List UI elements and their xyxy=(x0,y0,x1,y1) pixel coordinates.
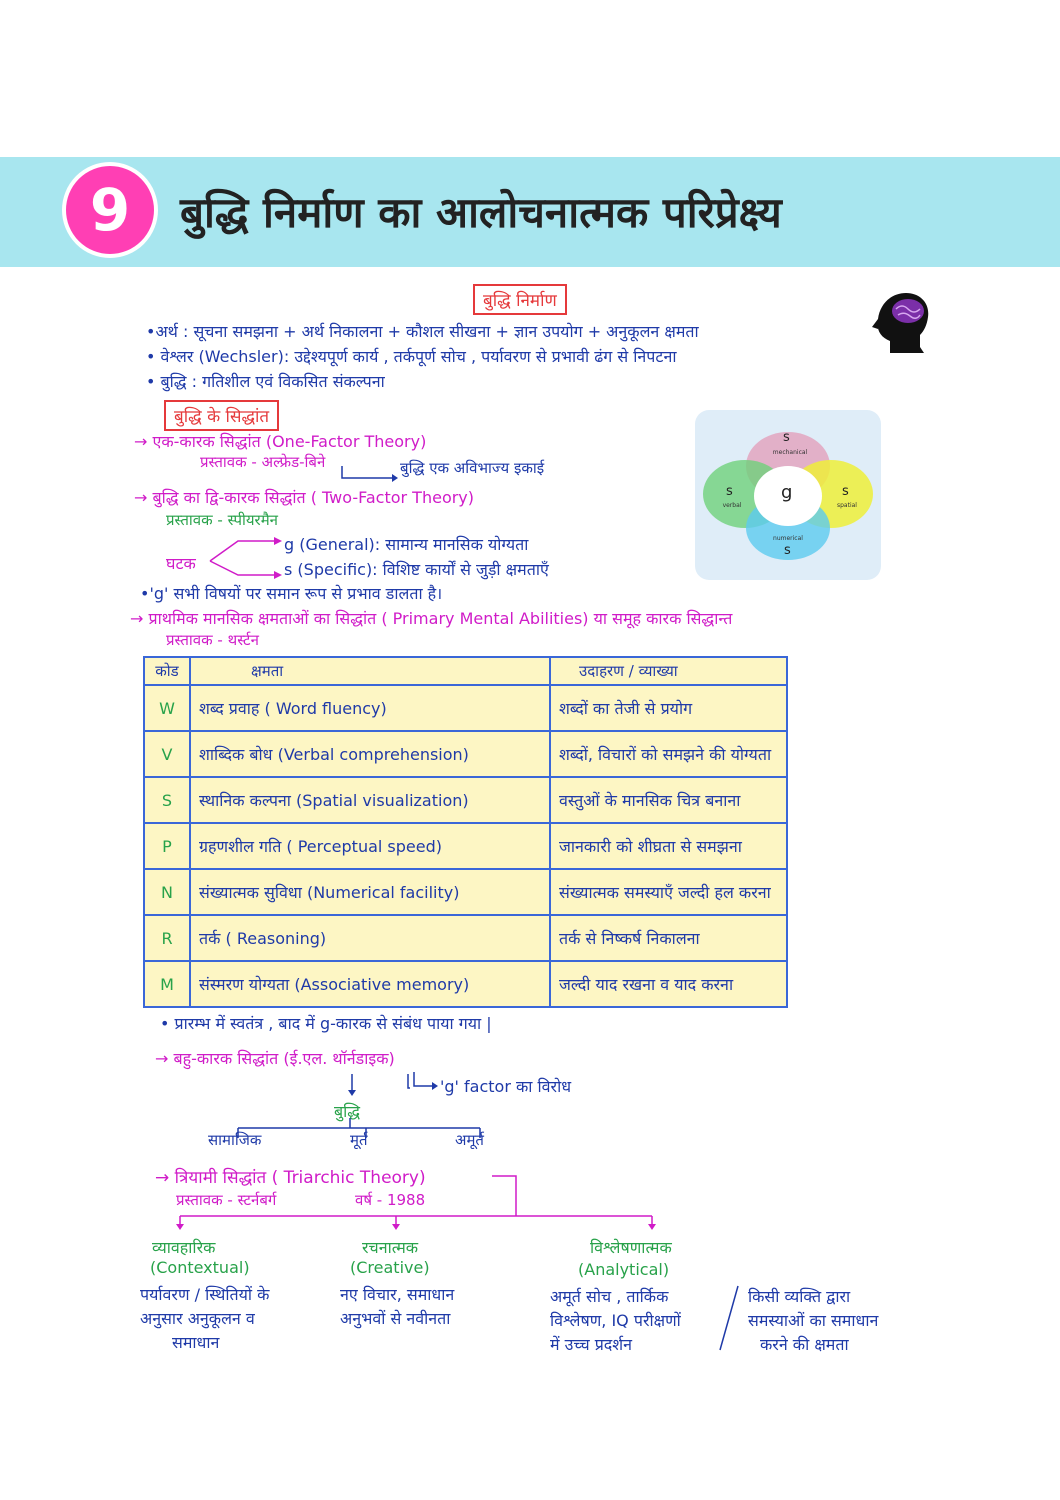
row-ability: संस्मरण योग्यता (Associative memory) xyxy=(190,961,550,1007)
chapter-number: 9 xyxy=(62,162,158,258)
branch-creative-desc1: नए विचार, समाधान xyxy=(340,1285,455,1304)
table-row xyxy=(144,961,787,1007)
venn-center-letter: g xyxy=(781,482,793,503)
branch-creative-en: (Creative) xyxy=(350,1258,430,1277)
definition-meaning: •अर्थ : सूचना समझना + अर्थ निकालना + कौशल सीखना + ज्ञान उपयोग + अनुकूलन क्षमता xyxy=(146,322,699,341)
one-factor-proposer: प्रस्तावक - अल्फ्रेड-बिने xyxy=(200,453,326,471)
row-example: तर्क से निष्कर्ष निकालना xyxy=(550,915,787,961)
row-example: शब्दों का तेजी से प्रयोग xyxy=(550,685,787,731)
branch-analytical-desc3: में उच्च प्रदर्शन xyxy=(550,1335,633,1354)
table-row xyxy=(144,869,787,915)
definition-intelligence: • बुद्धि : गतिशील एवं विकसित संकल्पना xyxy=(146,372,385,391)
row-code: P xyxy=(144,823,190,869)
branch-practical-en: (Contextual) xyxy=(150,1258,250,1277)
triarchic-proposer: प्रस्तावक - स्टर्नबर्ग xyxy=(176,1191,277,1209)
header-ability: क्षमता xyxy=(190,657,550,685)
row-code: N xyxy=(144,869,190,915)
branch-analytical-desc1: अमूर्त सोच , तार्किक xyxy=(550,1287,669,1306)
definition-wechsler: • वेश्लर (Wechsler): उद्देश्यपूर्ण कार्य , तर्कपूर्ण सोच , पर्यावरण से प्रभावी ढंग से निपटना xyxy=(146,347,677,366)
pma-table xyxy=(143,656,788,1008)
row-example: संख्यात्मक समस्याएँ जल्दी हल करना xyxy=(550,869,787,915)
side-note-3: करने की क्षमता xyxy=(760,1335,849,1354)
row-ability: ग्रहणशील गति ( Perceptual speed) xyxy=(190,823,550,869)
g-factor-def: g (General): सामान्य मानसिक योग्यता xyxy=(284,535,529,554)
theories-heading: बुद्धि के सिद्धांत xyxy=(164,400,279,431)
table-row xyxy=(144,915,787,961)
triarchic-tree-lines xyxy=(170,1172,660,1232)
branch-arrows-icon xyxy=(208,535,284,581)
g-note: •'g' सभी विषयों पर समान रूप से प्रभाव डालता है। xyxy=(140,584,443,603)
row-code: V xyxy=(144,731,190,777)
venn-left-label: verbal xyxy=(722,502,742,509)
row-example: जल्दी याद रखना व याद करना xyxy=(550,961,787,1007)
venn-right-label: spatial xyxy=(837,502,857,509)
one-factor-title: → एक-कारक सिद्धांत (One-Factor Theory) xyxy=(134,432,427,451)
component-label: घटक xyxy=(166,554,196,573)
row-example: जानकारी को शीघ्रता से समझना xyxy=(550,823,787,869)
row-code: R xyxy=(144,915,190,961)
one-factor-note: बुद्धि एक अविभाज्य इकाई xyxy=(400,459,545,477)
branch-social: सामाजिक xyxy=(208,1131,262,1149)
branch-concrete: मूर्त xyxy=(350,1131,368,1149)
branch-practical-desc3: समाधान xyxy=(172,1333,220,1352)
venn-top-letter: s xyxy=(783,430,790,445)
header-code: कोड xyxy=(144,657,190,685)
two-factor-proposer: प्रस्तावक - स्पीयरमैन xyxy=(166,511,278,529)
header-example: उदाहरण / व्याख्या xyxy=(550,657,787,685)
venn-right-letter: s xyxy=(842,484,849,499)
venn-top-label: mechanical xyxy=(772,449,808,456)
multi-factor-root: बुद्धि xyxy=(334,1102,361,1121)
chapter-title: बुद्धि निर्माण का आलोचनात्मक परिप्रेक्ष्य xyxy=(180,188,782,237)
table-row xyxy=(144,731,787,777)
row-code: S xyxy=(144,777,190,823)
branch-creative-desc2: अनुभवों से नवीनता xyxy=(340,1309,451,1328)
row-ability: संख्यात्मक सुविधा (Numerical facility) xyxy=(190,869,550,915)
pma-proposer: प्रस्तावक - थर्स्टन xyxy=(166,631,259,649)
arrow-icon xyxy=(410,1072,440,1092)
branch-analytical-desc2: विश्लेषण, IQ परीक्षणों xyxy=(550,1311,681,1330)
pma-note: • प्रारम्भ में स्वतंत्र , बाद में g-कारक से संबंध पाया गया | xyxy=(160,1014,492,1033)
branch-analytical-en: (Analytical) xyxy=(578,1260,670,1279)
row-code: M xyxy=(144,961,190,1007)
branch-creative-name: रचनात्मक xyxy=(362,1238,419,1257)
triarchic-title: → त्रियामी सिद्धांत ( Triarchic Theory) xyxy=(155,1168,426,1188)
branch-practical-name: व्यावहारिक xyxy=(152,1238,216,1257)
topic-heading: बुद्धि निर्माण xyxy=(473,284,567,315)
branch-abstract: अमूर्त xyxy=(455,1131,484,1149)
multi-factor-note: 'g' factor का विरोध xyxy=(440,1077,572,1096)
branch-analytical-name: विश्लेषणात्मक xyxy=(590,1238,672,1257)
s-factor-def: s (Specific): विशिष्ट कार्यों से जुड़ी क्षमताएँ xyxy=(284,560,549,579)
triarchic-year: वर्ष - 1988 xyxy=(355,1191,426,1209)
table-header-row xyxy=(144,657,787,685)
table-row xyxy=(144,777,787,823)
pma-title: → प्राथमिक मानसिक क्षमताओं का सिद्धांत ( Primary Mental Abilities) या समूह कारक सिद्धान्त xyxy=(130,609,733,628)
two-factor-title: → बुद्धि का द्वि-कारक सिद्धांत ( Two-Factor Theory) xyxy=(134,488,475,507)
arrow-icon xyxy=(340,1072,410,1098)
side-note-2: समस्याओं का समाधान xyxy=(748,1311,879,1330)
table-row xyxy=(144,685,787,731)
row-ability: स्थानिक कल्पना (Spatial visualization) xyxy=(190,777,550,823)
venn-bottom-label: numerical xyxy=(773,535,803,542)
row-ability: शब्द प्रवाह ( Word fluency) xyxy=(190,685,550,731)
branch-practical-desc2: अनुसार अनुकूलन व xyxy=(140,1309,255,1328)
venn-left-letter: s xyxy=(726,484,733,499)
divider-slash xyxy=(714,1284,744,1354)
brain-head-icon xyxy=(872,289,932,355)
row-example: शब्दों, विचारों को समझने की योग्यता xyxy=(550,731,787,777)
multi-factor-title: → बहु-कारक सिद्धांत (ई.एल. थॉर्नडाइक) xyxy=(155,1049,395,1068)
venn-bottom-letter: s xyxy=(784,543,791,558)
arrow-icon xyxy=(340,466,400,484)
table-row xyxy=(144,823,787,869)
side-note-1: किसी व्यक्ति द्वारा xyxy=(748,1287,851,1306)
branch-practical-desc1: पर्यावरण / स्थितियों के xyxy=(140,1285,270,1304)
row-example: वस्तुओं के मानसिक चित्र बनाना xyxy=(550,777,787,823)
row-code: W xyxy=(144,685,190,731)
row-ability: तर्क ( Reasoning) xyxy=(190,915,550,961)
row-ability: शाब्दिक बोध (Verbal comprehension) xyxy=(190,731,550,777)
